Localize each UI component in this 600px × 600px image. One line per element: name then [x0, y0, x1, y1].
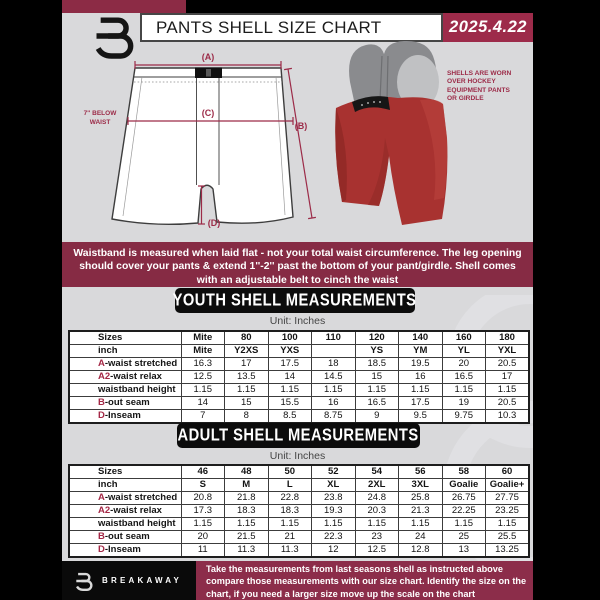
- cell-value: YL: [442, 345, 486, 358]
- row-label: Sizes: [69, 331, 181, 345]
- row-label: inch: [69, 479, 181, 492]
- cell-value: 1.15: [181, 384, 225, 397]
- cell-value: 160: [442, 331, 486, 345]
- cell-value: 17: [486, 371, 530, 384]
- cell-value: YXL: [486, 345, 530, 358]
- row-label: waistband height: [69, 518, 181, 531]
- cell-value: 19.5: [399, 358, 443, 371]
- cell-value: 120: [355, 331, 399, 345]
- header-black-bar: [186, 0, 533, 13]
- cell-value: 9: [355, 410, 399, 424]
- cell-value: L: [268, 479, 312, 492]
- row-label: waistband height: [69, 384, 181, 397]
- cell-value: 60: [486, 465, 530, 479]
- flyer-page: [62, 0, 533, 600]
- cell-value: 12.5: [181, 371, 225, 384]
- table-row: [69, 479, 529, 492]
- cell-value: 1.15: [225, 384, 269, 397]
- cell-value: 58: [442, 465, 486, 479]
- cell-value: 18.5: [355, 358, 399, 371]
- below-waist-line2: WAIST: [89, 118, 111, 126]
- cell-value: 9.5: [399, 410, 443, 424]
- cell-value: 19.3: [312, 505, 356, 518]
- table-row: [69, 345, 529, 358]
- cell-value: 21.8: [225, 492, 269, 505]
- adult-section-banner: [177, 423, 420, 448]
- cell-value: 23: [355, 531, 399, 544]
- cell-value: 19: [442, 397, 486, 410]
- cell-value: 8: [225, 410, 269, 424]
- shell-photo: [330, 38, 452, 233]
- cell-value: 15.5: [268, 397, 312, 410]
- cell-value: 1.15: [442, 384, 486, 397]
- table-row: [69, 492, 529, 505]
- breakaway-logo-icon-footer: [73, 570, 95, 592]
- cell-value: 22.3: [312, 531, 356, 544]
- cell-value: 48: [225, 465, 269, 479]
- cell-value: 11.3: [225, 544, 269, 558]
- cell-value: 16.3: [181, 358, 225, 371]
- cell-value: 180: [486, 331, 530, 345]
- cell-value: XL: [312, 479, 356, 492]
- measure-letter: A: [98, 492, 105, 503]
- cell-value: Mite: [181, 331, 225, 345]
- cell-value: 11.3: [268, 544, 312, 558]
- cell-value: 1.15: [486, 384, 530, 397]
- adult-section-title: ADULT SHELL MEASUREMENTS: [177, 425, 420, 445]
- cell-value: 18.3: [268, 505, 312, 518]
- cell-value: 20.3: [355, 505, 399, 518]
- measure-label-c: (C): [201, 108, 215, 118]
- cell-value: 54: [355, 465, 399, 479]
- below-waist-note: [76, 110, 124, 127]
- cell-value: 80: [225, 331, 269, 345]
- cell-value: Goalie+: [486, 479, 530, 492]
- cell-value: 50: [268, 465, 312, 479]
- table-row: [69, 465, 529, 479]
- cell-value: 21.5: [225, 531, 269, 544]
- cell-value: S: [181, 479, 225, 492]
- measure-letter: D: [98, 410, 105, 421]
- measure-letter: D: [98, 544, 105, 555]
- cell-value: 1.15: [312, 384, 356, 397]
- row-label: A2-waist relax: [69, 505, 181, 518]
- table-row: [69, 544, 529, 558]
- measure-letter: A: [98, 358, 105, 369]
- cell-value: 8.5: [268, 410, 312, 424]
- row-label: D-Inseam: [69, 410, 181, 424]
- cell-value: 27.75: [486, 492, 530, 505]
- shorts-diagram: [82, 48, 322, 242]
- cell-value: 15: [225, 397, 269, 410]
- cell-value: 12.8: [399, 544, 443, 558]
- cell-value: 13: [442, 544, 486, 558]
- cell-value: [312, 345, 356, 358]
- below-waist-line1: 7'' BELOW: [83, 110, 117, 117]
- cell-value: M: [225, 479, 269, 492]
- cell-value: 24: [399, 531, 443, 544]
- cell-value: 12.5: [355, 544, 399, 558]
- table-row: [69, 531, 529, 544]
- table-row: [69, 518, 529, 531]
- cell-value: 1.15: [268, 384, 312, 397]
- cell-value: 20.5: [486, 358, 530, 371]
- adult-unit-label: Unit: Inches: [269, 450, 326, 462]
- cell-value: 3XL: [399, 479, 443, 492]
- measure-letter: A2: [98, 371, 111, 382]
- cell-value: 1.15: [399, 518, 443, 531]
- cell-value: 16: [399, 371, 443, 384]
- cell-value: 18: [312, 358, 356, 371]
- cell-value: 1.15: [355, 384, 399, 397]
- page-title: PANTS SHELL SIZE CHART: [140, 13, 443, 42]
- cell-value: 23.8: [312, 492, 356, 505]
- cell-value: 17.5: [399, 397, 443, 410]
- youth-section-title: YOUTH SHELL MEASUREMENTS: [173, 290, 417, 310]
- cell-value: 17.5: [268, 358, 312, 371]
- date-badge: 2025.4.22: [443, 13, 533, 42]
- cell-value: 1.15: [442, 518, 486, 531]
- measure-label-a: (A): [201, 52, 215, 62]
- cell-value: 46: [181, 465, 225, 479]
- cell-value: 2XL: [355, 479, 399, 492]
- cell-value: 26.75: [442, 492, 486, 505]
- cell-value: 8.75: [312, 410, 356, 424]
- cell-value: Y2XS: [225, 345, 269, 358]
- cell-value: 17.3: [181, 505, 225, 518]
- cell-value: 1.15: [181, 518, 225, 531]
- cell-value: 1.15: [355, 518, 399, 531]
- cell-value: 20.8: [181, 492, 225, 505]
- row-label: inch: [69, 345, 181, 358]
- row-label: B-out seam: [69, 397, 181, 410]
- cell-value: 13.5: [225, 371, 269, 384]
- cell-value: 52: [312, 465, 356, 479]
- cell-value: 12: [312, 544, 356, 558]
- row-label: A-waist stretched: [69, 492, 181, 505]
- cell-value: 17: [225, 358, 269, 371]
- cell-value: 1.15: [399, 384, 443, 397]
- cell-value: 13.25: [486, 544, 530, 558]
- cell-value: 7: [181, 410, 225, 424]
- cell-value: Mite: [181, 345, 225, 358]
- footer-instructions: Take the measurements from last seasons shell as instructed above compare those measurements with our size chart. Identify the size on the chart, if you need a larger size move up the scale on the chart: [196, 561, 533, 600]
- row-label: Sizes: [69, 465, 181, 479]
- cell-value: 15: [355, 371, 399, 384]
- notice-banner: Waistband is measured when laid flat - not your total waist circumference. The leg opening should cover your pants & extend 1''-2'' past the bottom of your pant/girdle. Shell comes with an adjustable belt to cinch the waist: [62, 242, 533, 287]
- measure-letter: A2: [98, 505, 111, 516]
- measure-label-d: (D): [207, 218, 221, 228]
- youth-measurements-table: [68, 330, 530, 424]
- cell-value: YM: [399, 345, 443, 358]
- cell-value: 1.15: [268, 518, 312, 531]
- table-row: [69, 410, 529, 424]
- cell-value: 24.8: [355, 492, 399, 505]
- cell-value: 9.75: [442, 410, 486, 424]
- cell-value: 20.5: [486, 397, 530, 410]
- cell-value: 100: [268, 331, 312, 345]
- cell-value: 22.8: [268, 492, 312, 505]
- cell-value: 14.5: [312, 371, 356, 384]
- cell-value: 1.15: [486, 518, 530, 531]
- cell-value: YS: [355, 345, 399, 358]
- cell-value: 1.15: [225, 518, 269, 531]
- footer-brand-name: BREAKAWAY: [102, 576, 183, 585]
- cell-value: 10.3: [486, 410, 530, 424]
- table-row: [69, 397, 529, 410]
- cell-value: 56: [399, 465, 443, 479]
- youth-section-banner: [175, 288, 415, 313]
- cell-value: 23.25: [486, 505, 530, 518]
- cell-value: 14: [181, 397, 225, 410]
- cell-value: 22.25: [442, 505, 486, 518]
- cell-value: 20: [181, 531, 225, 544]
- measure-letter: B: [98, 397, 105, 408]
- row-label: A2-waist relax: [69, 371, 181, 384]
- cell-value: 20: [442, 358, 486, 371]
- table-row: [69, 505, 529, 518]
- table-row: [69, 384, 529, 397]
- measure-label-b: (B): [294, 121, 308, 131]
- table-row: [69, 371, 529, 384]
- adult-measurements-table: [68, 464, 530, 558]
- cell-value: 21.3: [399, 505, 443, 518]
- cell-value: 18.3: [225, 505, 269, 518]
- cell-value: 110: [312, 331, 356, 345]
- cell-value: Goalie: [442, 479, 486, 492]
- shell-worn-note: SHELLS ARE WORN OVER HOCKEY EQUIPMENT PANTS OR GIRDLE: [447, 70, 512, 103]
- row-label: D-Inseam: [69, 544, 181, 558]
- row-label: A-waist stretched: [69, 358, 181, 371]
- cell-value: 16.5: [355, 397, 399, 410]
- footer-brand-block: [62, 561, 196, 600]
- cell-value: 16: [312, 397, 356, 410]
- cell-value: 140: [399, 331, 443, 345]
- cell-value: 21: [268, 531, 312, 544]
- row-label: B-out seam: [69, 531, 181, 544]
- cell-value: 25.8: [399, 492, 443, 505]
- table-row: [69, 358, 529, 371]
- table-row: [69, 331, 529, 345]
- cell-value: 25.5: [486, 531, 530, 544]
- cell-value: YXS: [268, 345, 312, 358]
- shorts-outline: [112, 68, 293, 224]
- measure-letter: B: [98, 531, 105, 542]
- cell-value: 1.15: [312, 518, 356, 531]
- cell-value: 16.5: [442, 371, 486, 384]
- cell-value: 11: [181, 544, 225, 558]
- cell-value: 14: [268, 371, 312, 384]
- cell-value: 25: [442, 531, 486, 544]
- youth-unit-label: Unit: Inches: [269, 315, 326, 327]
